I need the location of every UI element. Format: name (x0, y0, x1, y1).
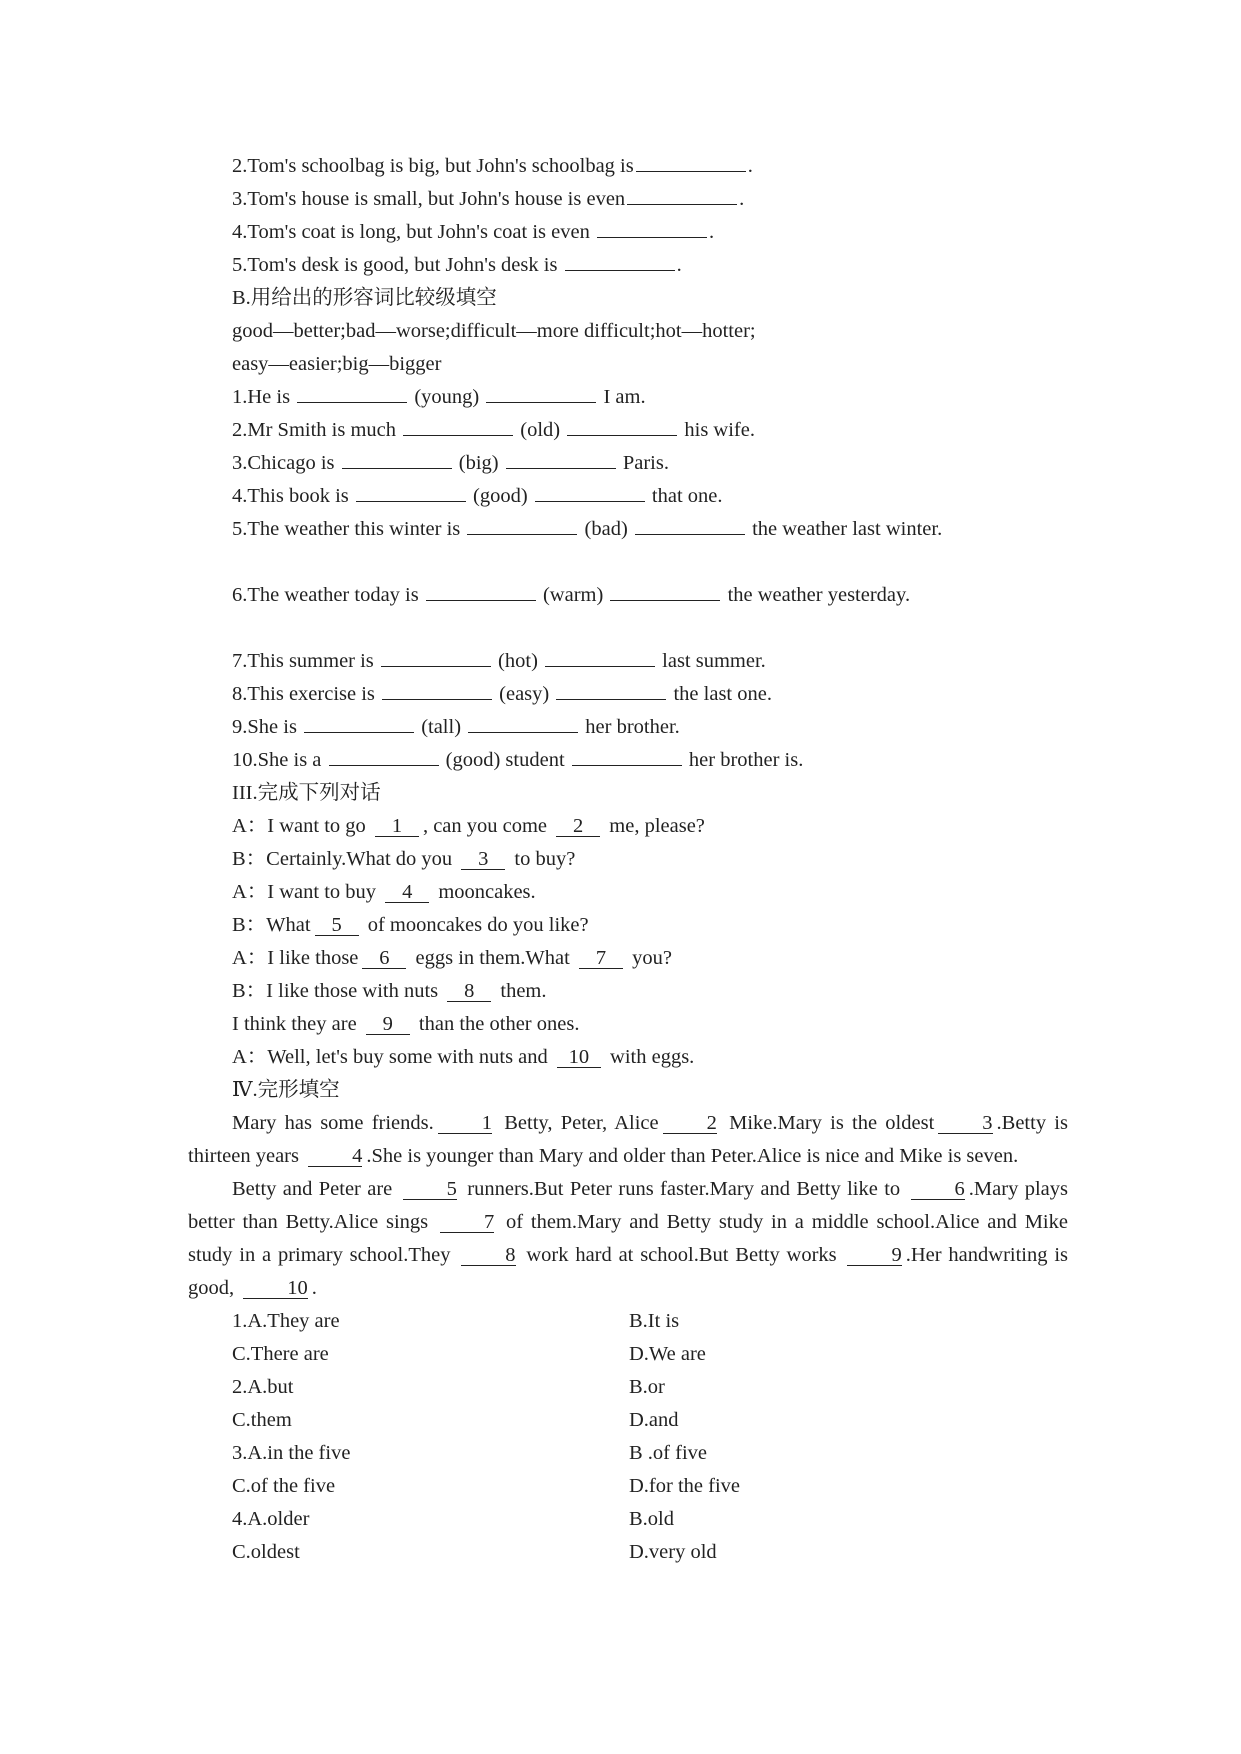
numbered-blank[interactable]: 5 (315, 915, 359, 936)
dialogue-line: A：I want to go 1 , can you come 2 me, please? (232, 815, 705, 837)
section-a-item: 2.Tom's schoolbag is big, but John's schoolbag is . (188, 150, 1068, 183)
option[interactable]: D.very old (629, 1541, 717, 1563)
dialogue-line: A：Well, let's buy some with nuts and 10 with eggs. (232, 1046, 695, 1068)
answer-blank[interactable] (636, 151, 746, 172)
dialogue-line: I think they are 9 than the other ones. (232, 1013, 580, 1035)
section-a-item: 4.Tom's coat is long, but John's coat is even . (188, 216, 1068, 249)
numbered-blank[interactable]: 6 (911, 1179, 965, 1200)
answer-blank[interactable] (329, 745, 439, 766)
spacer (188, 612, 1068, 645)
dialogue-line: B：What 5 of mooncakes do you like? (232, 914, 589, 936)
numbered-blank[interactable]: 8 (461, 1245, 515, 1266)
option[interactable]: B.or (629, 1376, 665, 1398)
section-b-item: 10.She is a (good) student her brother is. (188, 744, 1068, 777)
numbered-blank[interactable]: 9 (847, 1245, 901, 1266)
answer-blank[interactable] (356, 481, 466, 502)
answer-blank[interactable] (486, 382, 596, 403)
section-b-item: 5.The weather this winter is (bad) the weather last winter. (188, 513, 1068, 546)
answer-blank[interactable] (627, 184, 737, 205)
hint-line: easy—easier;big—bigger (232, 353, 442, 375)
dialogue-line: B：Certainly.What do you 3 to buy? (232, 848, 576, 870)
answer-blank[interactable] (403, 415, 513, 436)
dialogue-line: A：I want to buy 4 mooncakes. (232, 881, 536, 903)
answer-blank[interactable] (506, 448, 616, 469)
spacer (188, 546, 1068, 579)
answer-blank[interactable] (426, 580, 536, 601)
numbered-blank[interactable]: 10 (557, 1047, 601, 1068)
numbered-blank[interactable]: 8 (447, 981, 491, 1002)
option[interactable]: C.them (232, 1409, 292, 1431)
section-b-item: 1.He is (young) I am. (188, 381, 1068, 414)
section-b-item: 4.This book is (good) that one. (188, 480, 1068, 513)
numbered-blank[interactable]: 9 (366, 1014, 410, 1035)
numbered-blank[interactable]: 1 (375, 816, 419, 837)
option[interactable]: 3.A.in the five (232, 1442, 351, 1464)
answer-blank[interactable] (304, 712, 414, 733)
numbered-blank[interactable]: 1 (438, 1113, 492, 1134)
answer-blank[interactable] (467, 514, 577, 535)
numbered-blank[interactable]: 7 (440, 1212, 494, 1233)
answer-blank[interactable] (468, 712, 578, 733)
section-b-item: 2.Mr Smith is much (old) his wife. (188, 414, 1068, 447)
section-4-heading: Ⅳ.完形填空 (232, 1079, 340, 1101)
answer-blank[interactable] (535, 481, 645, 502)
section-b-item: 6.The weather today is (warm) the weather yesterday. (188, 579, 1068, 612)
section-b-item: 9.She is (tall) her brother. (188, 711, 1068, 744)
numbered-blank[interactable]: 10 (243, 1278, 308, 1299)
answer-blank[interactable] (342, 448, 452, 469)
answer-blank[interactable] (556, 679, 666, 700)
content-column (188, 150, 1068, 1569)
section-b-heading: B.用给出的形容词比较级填空 (232, 287, 497, 309)
section-a-item: 3.Tom's house is small, but John's house is even . (188, 183, 1068, 216)
option[interactable]: B.It is (629, 1310, 680, 1332)
numbered-blank[interactable]: 3 (461, 849, 505, 870)
option-row (188, 1470, 1068, 1503)
section-3-heading: III.完成下列对话 (232, 782, 381, 804)
option[interactable]: D.for the five (629, 1475, 740, 1497)
numbered-blank[interactable]: 6 (362, 948, 406, 969)
option-row (188, 1305, 1068, 1338)
option-row (188, 1503, 1068, 1536)
option[interactable]: C.There are (232, 1343, 329, 1365)
option[interactable]: B.old (629, 1508, 674, 1530)
numbered-blank[interactable]: 4 (308, 1146, 362, 1167)
answer-blank[interactable] (382, 679, 492, 700)
hint-line: good—better;bad—worse;difficult—more difficult;hot—hotter; (232, 320, 756, 342)
cloze-paragraph-1: Mary has some friends. 1 Betty, Peter, Alice 2 Mike.Mary is the oldest 3 .Betty is thirteen years 4 .She is younger than Mary and older than Peter.Alice is nice and Mike is seven. (188, 1112, 1068, 1167)
option[interactable]: 4.A.older (232, 1508, 310, 1530)
numbered-blank[interactable]: 2 (556, 816, 600, 837)
numbered-blank[interactable]: 5 (403, 1179, 457, 1200)
section-b-item: 3.Chicago is (big) Paris. (188, 447, 1068, 480)
option[interactable]: 1.A.They are (232, 1310, 340, 1332)
option-row (188, 1338, 1068, 1371)
answer-blank[interactable] (635, 514, 745, 535)
option[interactable]: B .of five (629, 1442, 707, 1464)
numbered-blank[interactable]: 7 (579, 948, 623, 969)
answer-blank[interactable] (297, 382, 407, 403)
section-a-item: 5.Tom's desk is good, but John's desk is . (188, 249, 1068, 282)
option[interactable]: D.We are (629, 1343, 706, 1365)
option[interactable]: C.oldest (232, 1541, 300, 1563)
option-row (188, 1536, 1068, 1569)
option-row (188, 1404, 1068, 1437)
dialogue-line: A：I like those 6 eggs in them.What 7 you? (232, 947, 672, 969)
option-row (188, 1371, 1068, 1404)
answer-blank[interactable] (545, 646, 655, 667)
dialogue-line: B：I like those with nuts 8 them. (232, 980, 547, 1002)
option-row (188, 1437, 1068, 1470)
answer-blank[interactable] (597, 217, 707, 238)
section-b-item: 8.This exercise is (easy) the last one. (188, 678, 1068, 711)
option[interactable]: D.and (629, 1409, 679, 1431)
answer-blank[interactable] (610, 580, 720, 601)
cloze-paragraph-2: Betty and Peter are 5 runners.But Peter runs faster.Mary and Betty like to 6 .Mary plays better than Betty.Alice sings 7 of them.Mary and Betty study in a middle school.Alice and Mike study in a primary school.They 8 work hard at school.But Betty works 9 .Her handwriting is good, 10 . (188, 1178, 1068, 1299)
numbered-blank[interactable]: 4 (385, 882, 429, 903)
answer-blank[interactable] (567, 415, 677, 436)
option[interactable]: C.of the five (232, 1475, 336, 1497)
answer-blank[interactable] (565, 250, 675, 271)
answer-blank[interactable] (572, 745, 682, 766)
option[interactable]: 2.A.but (232, 1376, 294, 1398)
numbered-blank[interactable]: 2 (663, 1113, 717, 1134)
section-b-item: 7.This summer is (hot) last summer. (188, 645, 1068, 678)
answer-blank[interactable] (381, 646, 491, 667)
numbered-blank[interactable]: 3 (938, 1113, 992, 1134)
